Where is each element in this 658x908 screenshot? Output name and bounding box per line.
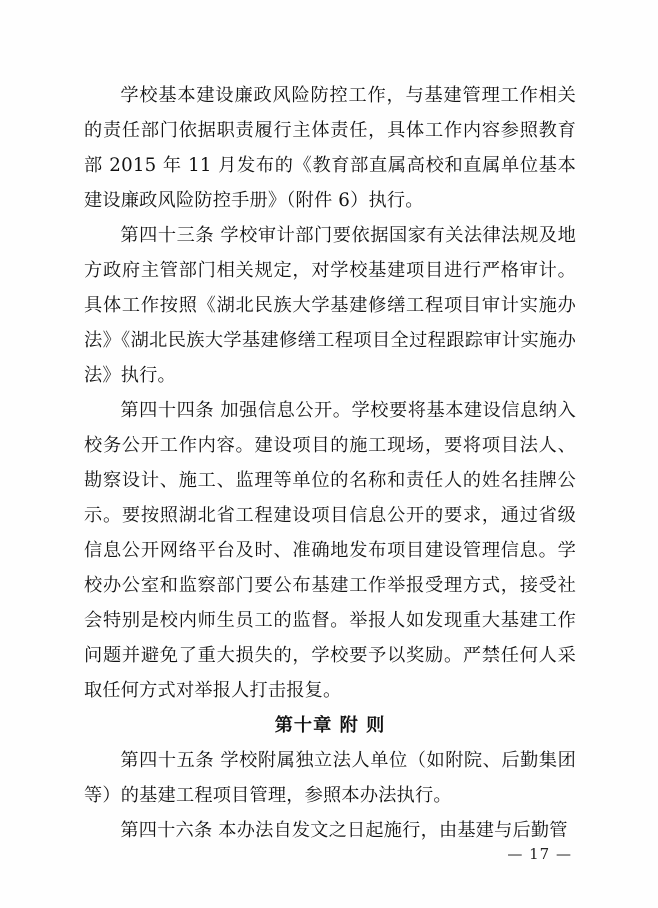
paragraph-article-44: 第四十四条 加强信息公开。学校要将基本建设信息纳入校务公开工作内容。建设项目的施工现场，要将项目法人、勘察设计、施工、监理等单位的名称和责任人的姓名挂牌公示。要按照湖北省工程建设项目信息公开的要求，通过省级信息公开网络平台及时、准确地发布项目建设管理信息。学校办公室和监察部门要公布基建工作举报受理方式，接受社会特别是校内师生员工的监督。举报人如发现重大基建工作问题并避免了重大损失的，学校要予以奖励。严禁任何人采取任何方式对举报人打击报复。 [84, 400, 576, 701]
paragraph-article-45: 第四十五条 学校附属独立法人单位（如附院、后勤集团等）的基建工程项目管理，参照本办法执行。 [84, 750, 576, 806]
paragraph-article-46: 第四十六条 本办法自发文之日起施行，由基建与后勤管 [120, 820, 568, 841]
page-body [84, 78, 576, 848]
page-number: — 17 — [507, 845, 572, 863]
chapter-heading-10: 第十章 附 则 [274, 715, 386, 736]
paragraph-clean-governance-risk: 学校基本建设廉政风险防控工作，与基建管理工作相关的责任部门依据职责履行主体责任，具体工作内容参照教育部 2015 年 11 月发布的《教育部直属高校和直属单位基本建设廉政风险防控手册》（附件 6）执行。 [84, 85, 576, 211]
paragraph-article-43: 第四十三条 学校审计部门要依据国家有关法律法规及地方政府主管部门相关规定，对学校基建项目进行严格审计。具体工作按照《湖北民族大学基建修缮工程项目审计实施办法》《湖北民族大学基建修缮工程项目全过程跟踪审计实施办法》执行。 [84, 225, 576, 386]
